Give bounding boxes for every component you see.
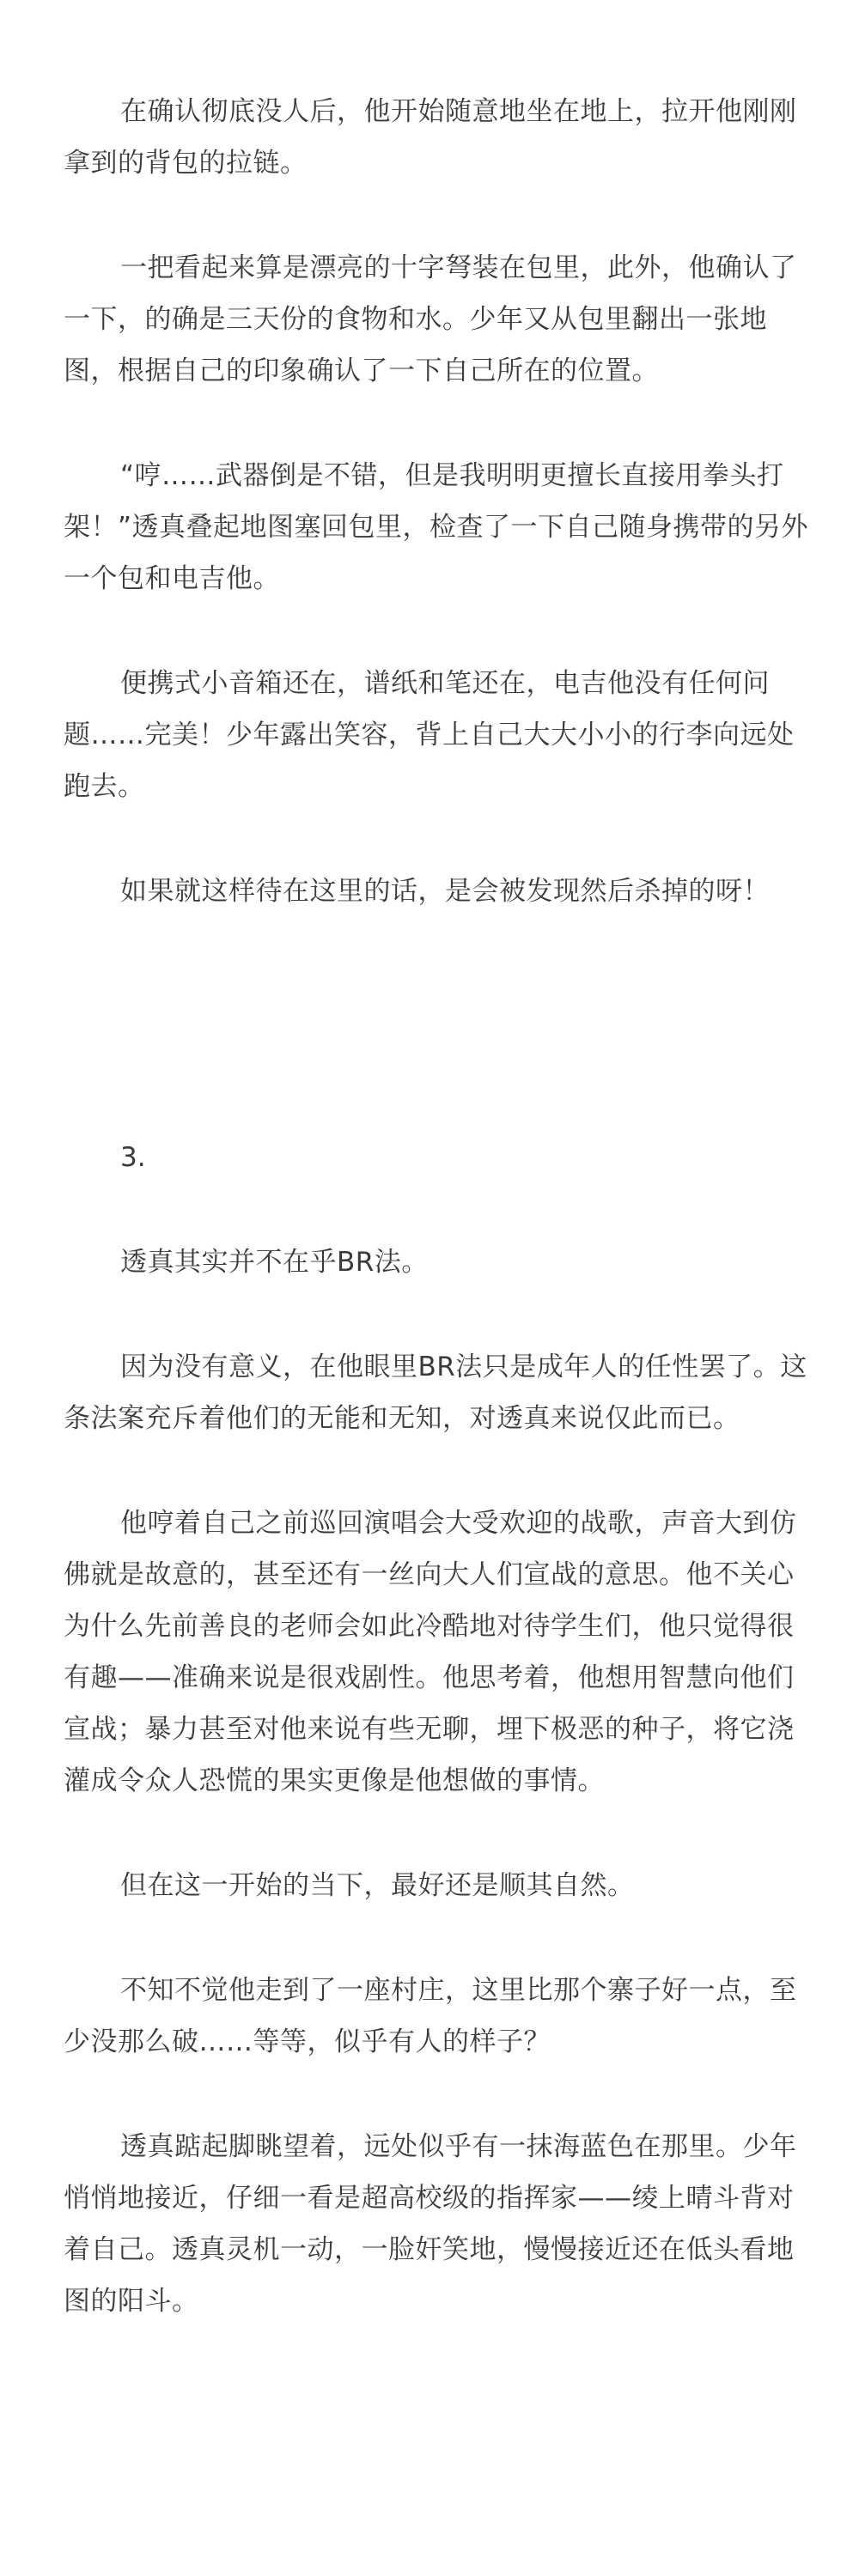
paragraph-gap (64, 605, 819, 658)
paragraph: 一把看起来算是漂亮的十字弩装在包里，此外，他确认了一下，的确是三天份的食物和水。少年又从包里翻出一张地图，根据自己的印象确认了一下自己所在的位置。 (64, 252, 797, 386)
paragraph: 但在这一开始的当下，最好还是顺其自然。 (120, 1870, 635, 1901)
paragraph: 他哼着自己之前巡回演唱会大受欢迎的战歌，声音大到仿佛就是故意的，甚至还有一丝向大人们宣战的意思。他不关心为什么先前善良的老师会如此冷酷地对待学生们，他只觉得很有趣——准确来说是很戏剧性。他思考着，他想用智慧向他们宣战；暴力甚至对他来说有些无聊，埋下极恶的种子，将它浇灌成令众人恐慌的果实更像是他想做的事情。 (64, 1508, 797, 1796)
paragraph: 因为没有意义，在他眼里BR法只是成年人的任性罢了。这条法案充斥着他们的无能和无知，对透真来说仅此而已。 (64, 1352, 807, 1434)
paragraph: 不知不觉他走到了一座村庄，这里比那个寨子好一点，至少没那么破……等等，似乎有人的样子？ (64, 1975, 797, 2057)
article-body (64, 86, 819, 2327)
paragraph-gap (64, 1911, 819, 1965)
paragraph: 便携式小音箱还在，谱纸和笔还在，电吉他没有任何问题……完美！少年露出笑容，背上自己大大小小的行李向远处跑去。 (64, 668, 795, 802)
paragraph: 如果就这样待在这里的话，是会被发现然后杀掉的呀！ (120, 876, 770, 907)
paragraph-gap (64, 397, 819, 450)
paragraph: 在确认彻底没人后，他开始随意地坐在地上，拉开他刚刚拿到的背包的拉链。 (64, 96, 797, 179)
paragraph-gap (64, 1807, 819, 1860)
paragraph-gap (64, 1288, 819, 1341)
paragraph: “哼……武器倒是不错，但是我明明更擅长直接用拳头打架！”透真叠起地图塞回包里，检查了一下自己随身携带的另外一个包和电吉他。 (64, 460, 809, 594)
paragraph-gap (64, 189, 819, 242)
section-number: 3. (120, 1142, 146, 1173)
paragraph-gap (64, 1444, 819, 1498)
paragraph-gap (64, 1183, 819, 1236)
paragraph: 透真其实并不在乎BR法。 (120, 1247, 429, 1278)
paragraph: 透真踮起脚眺望着，远处似乎有一抹海蓝色在那里。少年悄悄地接近，仔细一看是超高校级的指挥家——绫上晴斗背对着自己。透真灵机一动，一脸奸笑地，慢慢接近还在低头看地图的阳斗。 (64, 2131, 797, 2317)
paragraph-gap (64, 812, 819, 866)
section-gap (64, 917, 819, 1132)
paragraph-gap (64, 2068, 819, 2121)
